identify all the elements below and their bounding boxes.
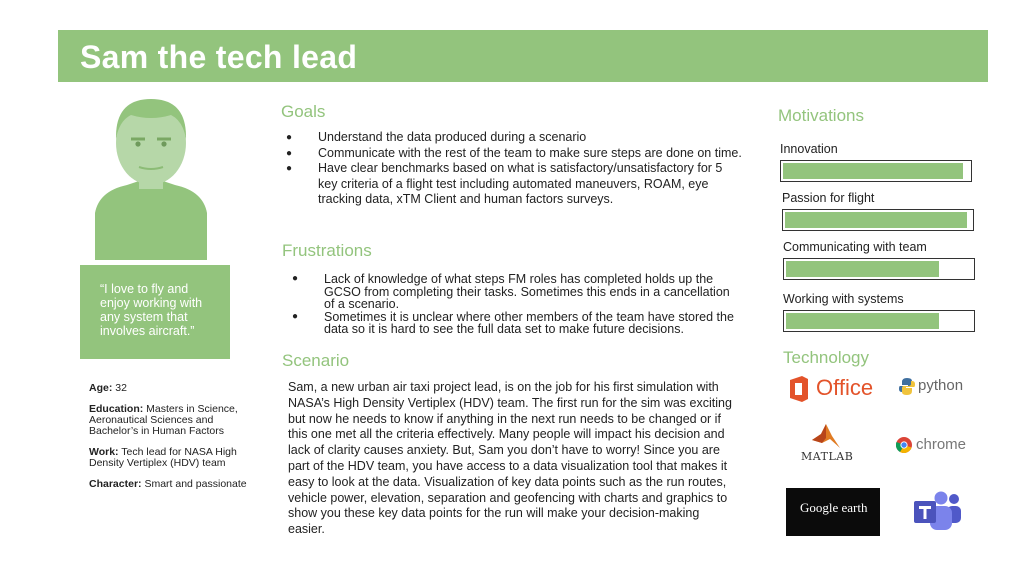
motivation-label: Passion for flight [782,191,875,205]
office-logo-text: Office [816,375,874,400]
fact-label: Age: [89,382,113,394]
google-earth-logo [786,488,880,536]
title-banner [58,30,988,82]
fact-value: Masters in Science, Aeronautical Sciences and Bachelor’s in Human Factors [89,403,238,437]
list-item: ● Understand the data produced during a scenario [283,130,743,146]
list-item: ● Lack of knowledge of what steps FM roles has completed holds up the GCSO from completing their tasks. Sometimes this ends in a cancellation of a scenario. [289,273,739,311]
fact-value: Smart and passionate [144,478,247,490]
motivation-bar [782,209,974,231]
persona-facts [89,383,264,500]
goals-heading: Goals [281,102,326,121]
scenario-heading: Scenario [282,351,350,370]
motivation-bar-fill [783,163,963,179]
chrome-icon [896,437,912,453]
chrome-logo [896,436,976,456]
teams-icon [914,491,962,531]
motivation-bar-fill [786,313,939,329]
motivation-bar-fill [785,212,967,228]
scenario-text: Sam, a new urban air taxi project lead, is on the job for his first simulation with NASA’s High Density Vertiplex (HDV) team. The first run for the sim was exciting but now he needs to know if anything in the next run needs to be changed or if this one met all the criteria effectively. Many people will impact his decision and lack of clarity causes anxiety. But, Sam you don’t have to worry! Since you are part of the HDV team, you have access to a data visualization tool that makes it easy to look at the data. Visualization of key data points such as the run routes, vehicle power, elevation, separation and geofencing with charts and graphics to show you these key data points for the run will make your decision-making easier. [288,380,732,537]
fact-value: 32 [115,382,127,394]
motivation-communicating-with-team [783,239,978,280]
page-title: Sam the tech lead [80,39,358,75]
frustrations-list [289,273,739,336]
office-icon [788,376,810,402]
list-item: ● Sometimes it is unclear where other members of the team have stored the data so it is hard to see the full data set to make future decisions. [289,311,739,336]
motivation-innovation [780,141,975,182]
fact-value: Tech lead for NASA High Density Vertiplex (HDV) team [89,446,237,469]
persona-quote-box [80,265,230,359]
python-logo-text: python [918,377,964,394]
frustrations-heading: Frustrations [282,241,372,260]
matlab-icon [812,424,840,448]
fact-age [89,383,264,394]
fact-label: Work: [89,446,119,458]
technology-heading: Technology [783,348,870,367]
motivation-label: Innovation [780,142,838,156]
motivations-heading: Motivations [778,106,864,125]
fact-education [89,404,264,437]
matlab-logo [798,424,858,464]
persona-quote: “I love to fly and enjoy working with any system that involves aircraft.” [100,282,203,338]
motivation-label: Communicating with team [783,240,927,254]
fact-work [89,447,264,469]
motivation-working-with-systems [783,291,978,332]
google-earth-logo-text: Google earth [800,500,868,515]
avatar-person-icon [95,95,207,260]
motivation-label: Working with systems [783,292,904,306]
office-logo [788,374,878,404]
motivation-bar [783,258,975,280]
python-icon [899,378,915,395]
chrome-logo-text: chrome [916,436,967,453]
list-item: ● Communicate with the rest of the team to make sure steps are done on time. [283,146,743,162]
fact-label: Education: [89,403,144,415]
goals-list [283,130,743,208]
motivation-bar-fill [786,261,939,277]
fact-label: Character: [89,478,142,490]
fact-character [89,479,264,490]
motivation-bar [783,310,975,332]
matlab-logo-text: MATLAB [801,450,854,463]
motivation-bar [780,160,972,182]
teams-logo [914,491,962,531]
motivation-passion-for-flight [782,190,977,231]
python-logo [899,376,979,398]
list-item: ● Have clear benchmarks based on what is satisfactory/unsatisfactory for 5 key criteria of a flight test including automated maneuvers, ROAM, eye tracking data, xTM Client and human factors surveys. [283,161,743,208]
